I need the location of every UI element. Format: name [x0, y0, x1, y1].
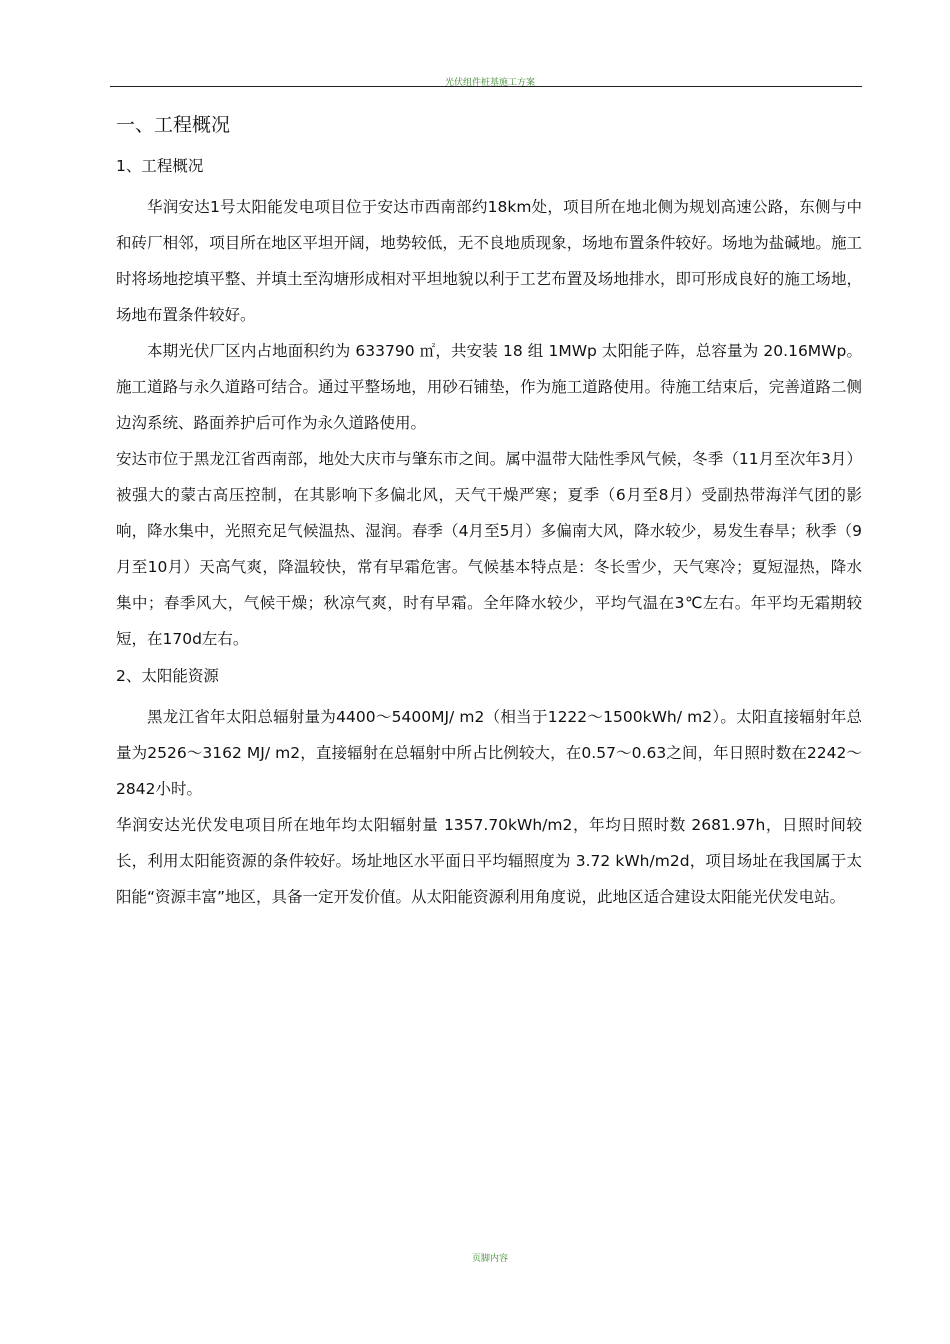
document-body	[116, 107, 862, 915]
paragraph-radiation: 黑龙江省年太阳总辐射量为4400～5400MJ/ m2（相当于1222～1500kWh/ m2）。太阳直接辐射年总量为2526～3162 MJ/ m2，直接辐射在总辐射中所占比例较大，在0.57～0.63之间，年日照时数在2242～2842小时。	[116, 708, 862, 798]
paragraph-area: 本期光伏厂区内占地面积约为 633790 ㎡，共安装 18 组 1MWp 太阳能子阵，总容量为 20.16MWp。施工道路与永久道路可结合。通过平整场地，用砂石铺垫，作为施工道路使用。待施工结束后，完善道路二侧边沟系统、路面养护后可作为永久道路使用。	[116, 342, 862, 432]
subsection-heading-solar: 2、太阳能资源	[116, 667, 219, 685]
paragraph-climate: 安达市位于黑龙江省西南部，地处大庆市与肇东市之间。属中温带大陆性季风气候，冬季（11月至次年3月）被强大的蒙古高压控制，在其影响下多偏北风，天气干燥严寒；夏季（6月至8月）受副热带海洋气团的影响，降水集中，光照充足气候温热、湿润。春季（4月至5月）多偏南大风，降水较少，易发生春旱；秋季（9月至10月）天高气爽，降温较快，常有早霜危害。气候基本特点是：冬长雪少，天气寒冷；夏短湿热，降水集中；春季风大，气候干燥；秋凉气爽，时有早霜。全年降水较少，平均气温在3℃左右。年平均无霜期较短，在170d左右。	[116, 450, 862, 648]
running-footer: 页脚内容	[471, 1254, 508, 1264]
section-heading: 一、工程概况	[116, 114, 231, 136]
subsection-heading-overview: 1、工程概况	[116, 157, 204, 175]
paragraph-project-resource: 华润安达光伏发电项目所在地年均太阳辐射量 1357.70kWh/m2，年均日照时数 2681.97h，日照时间较长，利用太阳能资源的条件较好。场址地区水平面日平均辐照度为 3.72 kWh/m2d，项目场址在我国属于太阳能“资源丰富”地区，具备一定开发价值。从太阳能资源利用角度说，此地区适合建设太阳能光伏发电站。	[116, 816, 862, 906]
paragraph-location: 华润安达1号太阳能发电项目位于安达市西南部约18km处，项目所在地北侧为规划高速公路，东侧与中和砖厂相邻，项目所在地区平坦开阔，地势较低，无不良地质现象，场地布置条件较好。场地为盐碱地。施工时将场地挖填平整、并填土至沟塘形成相对平坦地貌以利于工艺布置及场地排水，即可形成良好的施工场地，场地布置条件较好。	[116, 198, 862, 324]
running-header: 光伏组件桩基施工方案	[444, 78, 535, 88]
header-rule	[110, 86, 862, 87]
